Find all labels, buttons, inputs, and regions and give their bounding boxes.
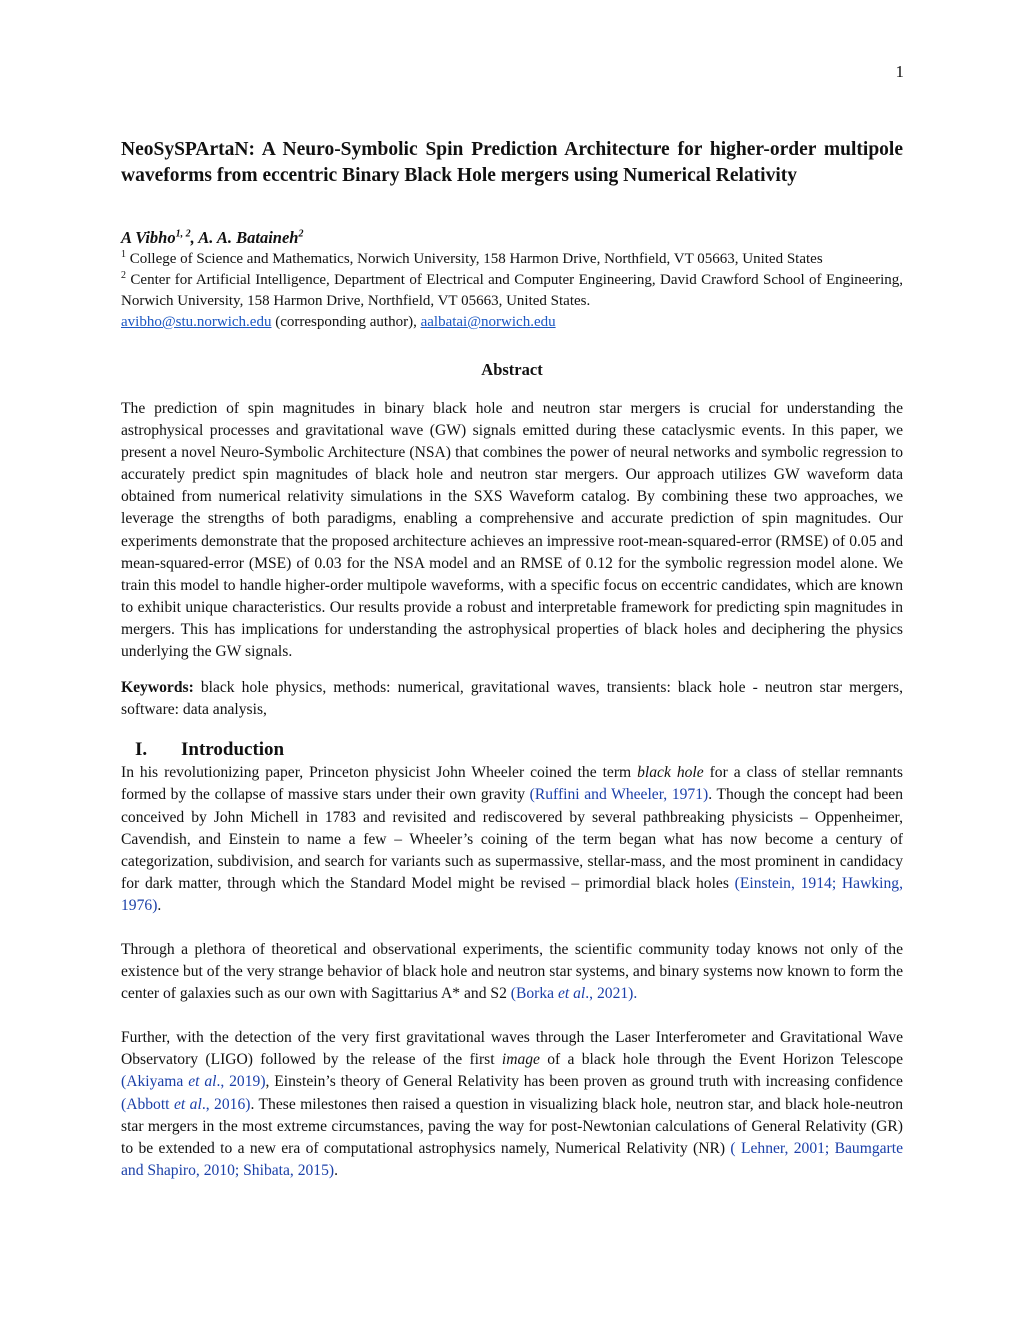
author-affiliation-mark: 1, 2 — [175, 228, 191, 240]
affiliation-text: Center for Artificial Intelligence, Department of Electrical and Computer Engineering, David Crawford School of Engineering, Norwich University, 158 Harmon Drive, Northfield, VT 05663, United States. — [121, 272, 903, 309]
text-run: In his revolutionizing paper, Princeton physicist John Wheeler coined the term — [121, 764, 638, 782]
text-run: Further, with the detection of the very first gravitational waves through the Laser Interferometer and Gravitational Wave Observatory (LIGO) followed by the release of the first — [121, 1029, 903, 1069]
text-run: . — [157, 896, 162, 914]
affiliation-text: College of Science and Mathematics, Norwich University, 158 Harmon Drive, Northfield, VT 05663, United States — [129, 251, 823, 267]
citation-link[interactable]: (Einstein, 1914; Hawking, 1976) — [121, 874, 903, 914]
citation-part: (Borka — [510, 985, 558, 1003]
paper-title: NeoSySPArtaN: A Neuro-Symbolic Spin Prediction Architecture for higher-order multipole waveforms from eccentric Binary Black Hole mergers using Numerical Relativity — [121, 139, 903, 186]
abstract-heading: Abstract — [481, 360, 543, 379]
keywords-label: Keywords: — [121, 679, 194, 697]
citation-part: ., 2021) — [585, 985, 634, 1003]
text-run: . — [633, 985, 638, 1003]
affiliation-number: 2 — [121, 270, 126, 281]
emphasis-term: image — [501, 1051, 540, 1069]
email-note: (corresponding author), — [271, 314, 421, 330]
section-heading-introduction — [121, 738, 903, 762]
text-run: . — [334, 1161, 338, 1179]
abstract-body: The prediction of spin magnitudes in binary black hole and neutron star mergers is crucial for understanding the astrophysical processes and gravitational wave (GW) signals emitted during these cataclysmic events. In this paper, we present a novel Neuro-Symbolic Architecture (NSA) that combines the power of neural networks and symbolic regression to accurately predict spin magnitudes of black hole and neutron star mergers. Our approach utilizes GW waveform data obtained from numerical relativity simulations in the SXS Waveform catalog. By combining these two approaches, we leverage the strengths of both paradigms, enabling a comprehensive and accurate prediction of spin magnitudes. Our experiments demonstrate that the proposed architecture achieves an impressive root-mean-squared-error (RMSE) of 0.05 and mean-squared-error (MSE) of 0.03 for the NSA model and an RMSE of 0.12 for the symbolic regression model alone. We train this model to handle higher-order multipole waveforms, with a specific focus on eccentric candidates, which are known to exhibit unique characteristics. Our results provide a robust and interpretable framework for predicting spin magnitudes in mergers. This has implications for understanding the astrophysical properties of black holes and deciphering the physics underlying the GW signals. — [121, 400, 903, 661]
citation-part: (Akiyama — [121, 1073, 189, 1091]
intro-paragraph-2 — [121, 939, 903, 1005]
text-run: of a black hole through the Event Horizon Telescope — [539, 1051, 903, 1069]
citation-link[interactable]: (Ruffini and Wheeler, 1971) — [529, 786, 709, 804]
section-number: I. — [135, 739, 148, 761]
citation-link[interactable]: ( Lehner, 2001; Baumgarte and Shapiro, 2010; Shibata, 2015) — [121, 1139, 904, 1179]
affiliation — [121, 249, 903, 270]
text-run: Through a plethora of theoretical and observational experiments, the scientific community today knows not only of the existence but of the very strange behavior of black hole and neutron star systems, and binary systems now known to form the center of galaxies such as our own with Sagittarius A* and S2 — [121, 940, 903, 1003]
citation-part: et al — [557, 985, 586, 1003]
author-affiliation-mark: 2 — [298, 228, 304, 240]
citation-part: ., 2019) — [216, 1073, 266, 1091]
citation-link[interactable] — [511, 985, 634, 1002]
citation-link[interactable] — [121, 1073, 266, 1090]
keywords — [121, 677, 903, 721]
citation-part: ., 2016) — [201, 1095, 251, 1113]
affiliation — [121, 270, 903, 312]
citation-part: (Abbott — [121, 1095, 174, 1113]
affiliation-number: 1 — [121, 249, 126, 260]
text-run: . Though the concept had been conceived by John Michell in 1783 and revisited and rediscovered by several pathbreaking physicists – Oppenheimer, Cavendish, and Einstein to name a few – Wheeler’s coining of the term began what has now become a century of categorization, subdivision, and search for variants such as supermassive, stellar-mass, and the most prominent in candidacy for dark matter, through which the Standard Model might be revised – primordial black holes — [121, 786, 904, 892]
citation-part: et al — [173, 1095, 202, 1113]
emphasis-term: black hole — [637, 764, 704, 782]
author-name: A Vibho — [121, 228, 176, 247]
intro-paragraph-1 — [121, 762, 903, 917]
keywords-text: black hole physics, methods: numerical, gravitational waves, transients: black hole - neutron star mergers, software: data analysis, — [121, 679, 903, 719]
text-run: , Einstein’s theory of General Relativity has been proven as ground truth with increasing confidence — [265, 1073, 903, 1091]
email-link-corresponding[interactable]: avibho@stu.norwich.edu — [121, 314, 272, 330]
section-title: Introduction — [181, 739, 285, 761]
page-number: 1 — [895, 62, 904, 81]
citation-part: et al — [188, 1073, 217, 1091]
email-link[interactable]: aalbatai@norwich.edu — [420, 314, 556, 330]
contact-emails — [121, 312, 903, 333]
text-run: . These milestones then raised a question in visualizing black hole, neutron star, and black hole-neutron star mergers in the most extreme circumstances, paving the way for post-Newtonian calculations of General Relativity (GR) to be extended to a new era of computational astrophysics namely, Numerical Relativity (NR) — [121, 1095, 903, 1157]
intro-paragraph-3 — [121, 1027, 903, 1182]
author-list — [121, 227, 903, 249]
author-separator: , — [190, 228, 199, 247]
author-name: A. A. Bataineh — [198, 228, 299, 247]
citation-link[interactable] — [121, 1096, 250, 1113]
paper-content — [121, 137, 903, 1182]
text-run: for a class of stellar remnants formed by the collapse of massive stars under their own gravity — [121, 764, 903, 804]
